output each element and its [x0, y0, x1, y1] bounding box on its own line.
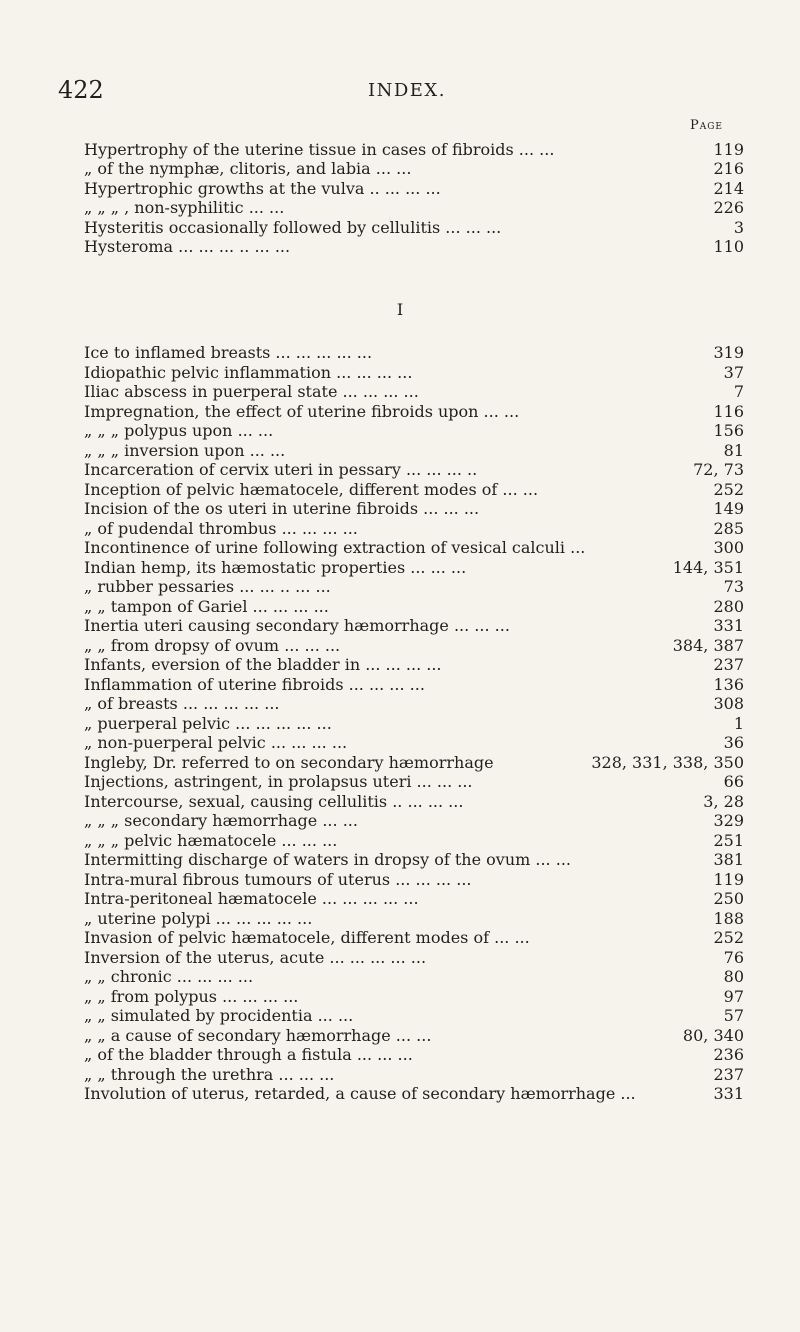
entry-pages: 188: [713, 908, 744, 928]
entry-text: „ „ through the urethra ... ... ...: [84, 1064, 335, 1084]
running-title: INDEX.: [368, 80, 446, 101]
index-entry: [84, 655, 744, 675]
entry-text: Inertia uteri causing secondary hæmorrhage ... ... ...: [84, 616, 510, 635]
index-entry: [84, 616, 744, 636]
index-entry: [84, 928, 744, 948]
page-number: 422: [58, 76, 104, 104]
page-column-label: Page: [690, 118, 724, 133]
entry-pages: 149: [713, 499, 744, 518]
entry-text: „ of breasts ... ... ... ... ...: [84, 694, 280, 713]
entry-pages: 252: [713, 479, 744, 499]
entry-text: „ puerperal pelvic ... ... ... ... ...: [84, 713, 332, 733]
entry-text: „ of the bladder through a fistula ... ... ...: [84, 1045, 413, 1064]
index-section-i: [84, 343, 744, 1104]
entry-text: Incision of the os uteri in uterine fibroids ... ... ...: [84, 499, 480, 518]
entry-text: Intra-mural fibrous tumours of uterus ... ... ... ...: [84, 869, 472, 889]
entry-pages: 252: [713, 928, 744, 947]
index-entry: [84, 1026, 744, 1046]
index-entry: [84, 792, 744, 812]
entry-pages: 81: [723, 440, 744, 460]
index-entry: [84, 421, 744, 441]
entry-pages: 119: [713, 140, 744, 159]
index-entry: [84, 772, 744, 792]
entry-text: „ of the nymphæ, clitoris, and labia ... ...: [84, 159, 412, 179]
index-entry: [84, 636, 744, 656]
entry-text: „ „ simulated by procidentia ... ...: [84, 1006, 354, 1025]
entry-pages: 73: [723, 577, 744, 596]
entry-pages: 237: [713, 1064, 744, 1084]
entry-text: „ „ „ inversion upon ... ...: [84, 440, 286, 460]
index-entry: [84, 558, 744, 578]
entry-text: „ „ „ , non-syphilitic ... ...: [84, 198, 285, 218]
entry-pages: 1: [733, 713, 744, 733]
entry-text: „ „ a cause of secondary hæmorrhage ... ...: [84, 1025, 432, 1045]
entry-pages: 110: [713, 236, 744, 256]
entry-pages: 156: [713, 421, 744, 440]
entry-pages: 216: [713, 159, 744, 179]
index-entry: [84, 179, 744, 198]
entry-text: Intra-peritoneal hæmatocele ... ... ... ... ...: [84, 889, 419, 908]
entry-text: „ „ „ secondary hæmorrhage ... ...: [84, 811, 358, 830]
entry-text: „ „ „ polypus upon ... ...: [84, 421, 274, 440]
index-entry: [84, 597, 744, 617]
entry-pages: 251: [713, 830, 744, 850]
index-entry: [84, 694, 744, 714]
entry-text: „ of pudendal thrombus ... ... ... ...: [84, 518, 358, 538]
index-entry: [84, 577, 744, 597]
entry-text: Incontinence of urine following extraction of vesical calculi ...: [84, 538, 586, 557]
entry-text: Inception of pelvic hæmatocele, different modes of ... ...: [84, 479, 539, 499]
entry-text: „ „ „ pelvic hæmatocele ... ... ...: [84, 830, 338, 850]
entry-text: Hysteroma ... ... ... .. ... ...: [84, 236, 291, 256]
index-entry: [84, 382, 744, 402]
entry-pages: 36: [723, 733, 744, 752]
index-entry: [84, 870, 744, 890]
index-entry: [84, 1045, 744, 1065]
index-entry: [84, 519, 744, 539]
entry-text: „ rubber pessaries ... ... .. ... ...: [84, 577, 331, 596]
entry-pages: 236: [713, 1045, 744, 1064]
entry-text: „ „ tampon of Gariel ... ... ... ...: [84, 596, 329, 616]
entry-pages: 3: [733, 217, 744, 237]
entry-pages: 214: [713, 178, 744, 198]
index-entry: [84, 460, 744, 480]
entry-pages: 381: [713, 850, 744, 869]
entry-pages: 66: [723, 772, 744, 791]
index-entry: [84, 733, 744, 753]
index-entry: [84, 811, 744, 831]
entry-text: „ uterine polypi ... ... ... ... ...: [84, 908, 313, 928]
entry-text: Involution of uterus, retarded, a cause of secondary hæmorrhage ...: [84, 1084, 636, 1103]
entry-text: Ingleby, Dr. referred to on secondary hæmorrhage: [84, 752, 494, 772]
index-entry: [84, 237, 744, 256]
index-entry: [84, 441, 744, 461]
entry-text: „ non-puerperal pelvic ... ... ... ...: [84, 733, 348, 752]
entry-text: Incarceration of cervix uteri in pessary ... ... ... ..: [84, 460, 478, 479]
entry-text: Indian hemp, its hæmostatic properties ... ... ...: [84, 557, 467, 577]
entry-pages: 72, 73: [693, 460, 744, 479]
entry-pages: 331: [713, 1084, 744, 1103]
entry-text: Infants, eversion of the bladder in ... ... ... ...: [84, 655, 442, 674]
entry-text: Intermitting discharge of waters in dropsy of the ovum ... ...: [84, 850, 571, 869]
entry-text: „ „ chronic ... ... ... ...: [84, 967, 254, 986]
entry-pages: 57: [723, 1006, 744, 1025]
entry-pages: 226: [713, 198, 744, 218]
index-entry: [84, 363, 744, 383]
index-entry: [84, 218, 744, 237]
index-section-h: [84, 140, 744, 256]
index-entry: [84, 1006, 744, 1026]
index-entry: [84, 948, 744, 968]
entry-pages: 116: [713, 401, 744, 421]
index-entry: [84, 538, 744, 558]
index-entry: [84, 1084, 744, 1104]
entry-text: Hypertrophic growths at the vulva .. ... ... ...: [84, 178, 441, 198]
entry-pages: 76: [723, 947, 744, 967]
entry-pages: 285: [713, 518, 744, 538]
index-entry: [84, 987, 744, 1007]
entry-pages: 280: [713, 596, 744, 616]
index-entry: [84, 499, 744, 519]
entry-text: Injections, astringent, in prolapsus uteri ... ... ...: [84, 772, 473, 791]
entry-text: „ „ from dropsy of ovum ... ... ...: [84, 635, 341, 655]
entry-pages: 384, 387: [672, 635, 744, 655]
entry-pages: 300: [713, 538, 744, 557]
entry-pages: 7: [733, 382, 744, 401]
entry-pages: 328, 331, 338, 350: [591, 752, 744, 772]
index-entry: [84, 159, 744, 178]
letter-heading: I: [396, 300, 404, 319]
entry-pages: 319: [713, 343, 744, 362]
entry-pages: 80: [723, 967, 744, 986]
entry-pages: 144, 351: [672, 557, 744, 577]
entry-pages: 237: [713, 655, 744, 674]
entry-text: Inflammation of uterine fibroids ... ... ... ...: [84, 674, 425, 694]
entry-pages: 80, 340: [682, 1025, 744, 1045]
page-header: [58, 76, 758, 116]
entry-text: Idiopathic pelvic inflammation ... ... ... ...: [84, 362, 413, 382]
index-entry: [84, 343, 744, 363]
index-entry: [84, 140, 744, 159]
index-entry: [84, 889, 744, 909]
entry-pages: 37: [723, 362, 744, 382]
index-entry: [84, 714, 744, 734]
index-entry: [84, 1065, 744, 1085]
index-entry: [84, 402, 744, 422]
index-entry: [84, 909, 744, 929]
entry-pages: 97: [723, 986, 744, 1006]
entry-pages: 3, 28: [703, 791, 744, 811]
entry-text: Iliac abscess in puerperal state ... ... ... ...: [84, 382, 419, 401]
index-entry: [84, 675, 744, 695]
index-entry: [84, 480, 744, 500]
entry-pages: 308: [713, 694, 744, 713]
index-entry: [84, 850, 744, 870]
entry-pages: 250: [713, 889, 744, 908]
entry-pages: 329: [713, 811, 744, 830]
entry-pages: 331: [713, 616, 744, 635]
entry-text: „ „ from polypus ... ... ... ...: [84, 986, 299, 1006]
index-entry: [84, 831, 744, 851]
index-entry: [84, 967, 744, 987]
entry-pages: 119: [713, 869, 744, 889]
entry-pages: 136: [713, 674, 744, 694]
entry-text: Intercourse, sexual, causing cellulitis .. ... ... ...: [84, 791, 464, 811]
index-entry: [84, 753, 744, 773]
entry-text: Ice to inflamed breasts ... ... ... ... ...: [84, 343, 373, 362]
entry-text: Impregnation, the effect of uterine fibroids upon ... ...: [84, 401, 520, 421]
index-entry: [84, 198, 744, 217]
entry-text: Inversion of the uterus, acute ... ... ... ... ...: [84, 947, 427, 967]
entry-text: Hysteritis occasionally followed by cellulitis ... ... ...: [84, 217, 502, 237]
entry-text: Invasion of pelvic hæmatocele, different modes of ... ...: [84, 928, 530, 947]
entry-text: Hypertrophy of the uterine tissue in cases of fibroids ... ...: [84, 140, 555, 159]
